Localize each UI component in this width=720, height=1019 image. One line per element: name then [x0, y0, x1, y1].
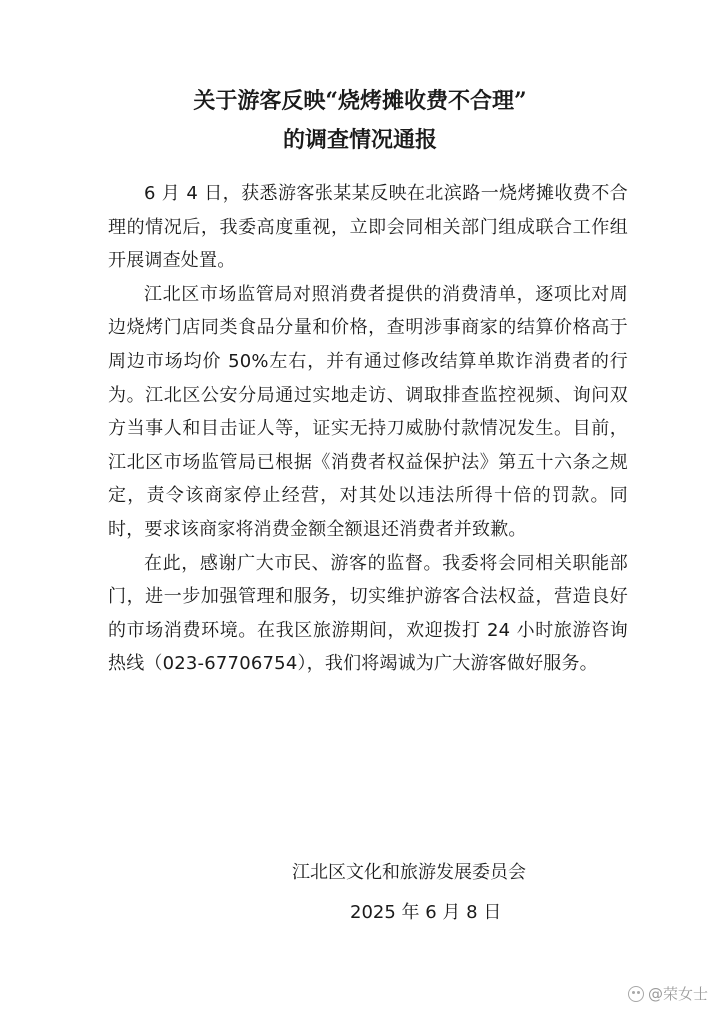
document-body: [108, 177, 628, 681]
watermark: [628, 984, 708, 1004]
paragraph-1: 6 月 4 日，获悉游客张某某反映在北滨路一烧烤摊收费不合理的情况后，我委高度重视，立即会同相关部门组成联合工作组开展调查处置。: [108, 183, 628, 272]
signature-organization: 江北区文化和旅游发展委员会: [292, 862, 526, 883]
watermark-text: @荣女士: [647, 985, 708, 1003]
document-title-line-2: 的调查情况通报: [282, 127, 437, 153]
paragraph-2: 江北区市场监管局对照消费者提供的消费清单，逐项比对周边烧烤门店同类食品分量和价格，查明涉事商家的结算价格高于周边市场均价 50%左右，并有通过修改结算单欺诈消费者的行为。江北区公安分局通过实地走访、调取排查监控视频、询问双方当事人和目击证人等，证实无持刀威胁付款情况发生。目前，江北区市场监管局已根据《消费者权益保护法》第五十六条之规定，责令该商家停止经营，对其处以违法所得十倍的罚款。同时，要求该商家将消费金额全额退还消费者并致歉。: [108, 283, 628, 540]
paragraph-3: 在此，感谢广大市民、游客的监督。我委将会同相关职能部门，进一步加强管理和服务，切实维护游客合法权益，营造良好的市场消费环境。在我区旅游期间，欢迎拨打 24 小时旅游咨询热线（023-67706754），我们将竭诚为广大游客做好服务。: [108, 552, 628, 675]
document-title-line-1: 关于游客反映“烧烤摊收费不合理”: [193, 88, 527, 114]
signature-date: 2025 年 6 月 8 日: [350, 902, 502, 923]
account-avatar-icon: [628, 986, 644, 1002]
